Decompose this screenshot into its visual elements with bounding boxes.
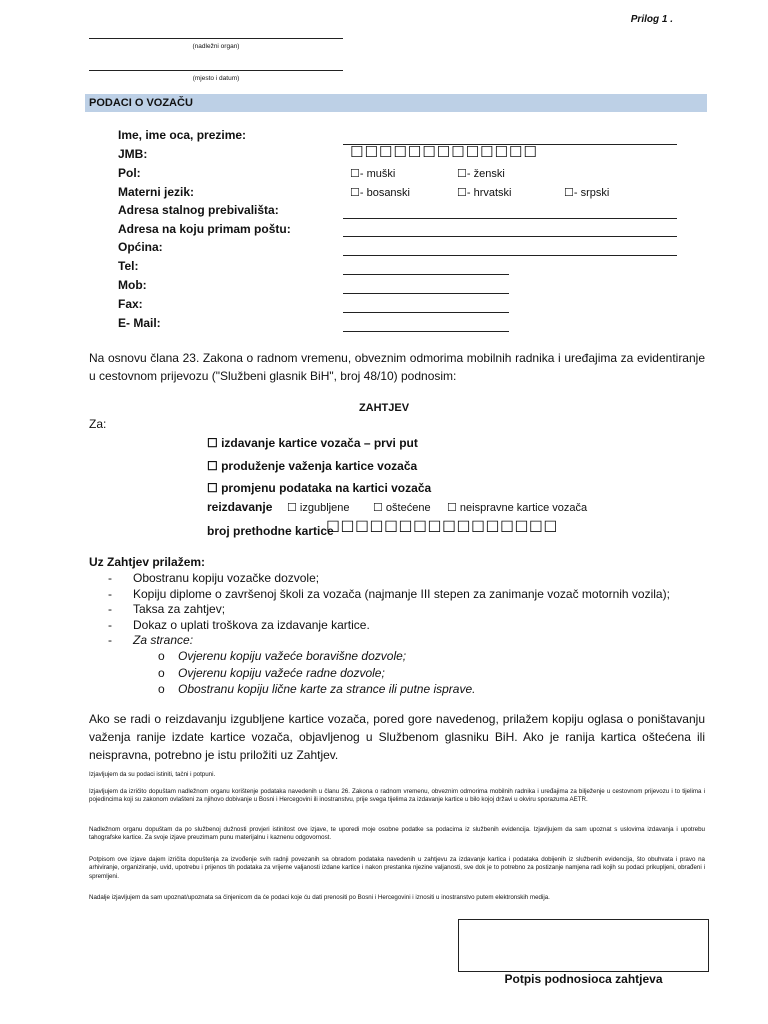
place-date-line[interactable] <box>89 70 343 71</box>
request-data-change[interactable]: ☐ promjenu podataka na kartici vozača <box>207 481 432 495</box>
email-label: E- Mail: <box>118 316 161 330</box>
attachments-title: Uz Zahtjev prilažem: <box>89 555 206 569</box>
opcina-label: Općina: <box>118 240 163 254</box>
jezik-hrvatski-checkbox[interactable]: ☐- hrvatski <box>457 187 512 199</box>
email-line[interactable] <box>343 331 509 332</box>
list-item: o Ovjerenu kopiju važeće boravišne dozvole; <box>158 649 407 663</box>
intro-paragraph: Na osnovu člana 23. Zakona o radnom vremenu, obveznim odmorima mobilnih radnika i uređajima za evidentiranje u cestovnom prijevozu ("Službeni glasnik BiH", broj 48/10) podnosim: <box>89 351 705 383</box>
zahtjev-title: ZAHTJEV <box>358 402 410 414</box>
adresa-line[interactable] <box>343 218 677 219</box>
fine-print-3: Nadležnom organu dopuštam da po službenoj dužnosti provjeri istinitost ove izjave, te uporedi moje osobne podatke sa podacima iz službenih evidencija. Izjavljujem da sam upoznat s uslovima izdavanja i upotrebu tahografske kartice. Za svoje izjave preuzimam punu materijalnu i kaznenu odgovornost. <box>89 826 705 842</box>
jmb-boxes[interactable]: ☐☐☐☐☐☐☐☐☐☐☐☐☐ <box>350 143 538 161</box>
attachments-list <box>108 571 670 649</box>
foreign-list <box>158 648 476 698</box>
organ-label: (nadležni organ) <box>192 43 240 50</box>
section-title: PODACI O VOZAČU <box>85 94 707 112</box>
pol-label: Pol: <box>118 166 141 180</box>
list-item: - Kopiju diplome o završenoj školi za vozača (najmanje III stepen za zanimanje vozač motornih vozila); <box>108 586 670 601</box>
fine-print-4: Potpisom ove izjave dajem izričita dopuštenja za izvođenje svih radnji povezanih sa obradom podataka navedenih u zahtjevu za izdavanje kartica i podataka dobijenih iz službenih evidencija, što obuhvata i pravo na arhiviranje, organiziranje, uvid, upotrebu i prijenos tih podataka za vrijeme valjanosti izdane kartice i nakon prestanka njezine valjanosti, sve dok je to potrebno za postizanje namjena radi kojih su podaci prikupljeni, obrađeni i spremljeni. <box>89 856 705 880</box>
jezik-bosanski-checkbox[interactable]: ☐- bosanski <box>350 187 410 199</box>
fine-print-2: Izjavljujem da izričito dopuštam nadležnom organu korištenje podataka navedenih u članu 26. Zakona o radnom vremenu, obveznim odmorima mobilnih radnika i uređajima za bilježenje u cestovnom prijevozu i to tijelima i pojedincima koji su zakonom ovlašteni za njihovo dobivanje u Bosni i Hercegovini ili inostranstvu, prije svega tijelima za izdavanje kartice u bilo kojoj državi u okviru sporazuma AETR. <box>89 788 705 804</box>
place-date-label: (mjesto i datum) <box>192 75 240 82</box>
organ-line[interactable] <box>89 38 343 39</box>
list-item: o Obostranu kopiju lične karte za strance ili putne isprave. <box>158 682 476 696</box>
list-item: - Taksa za zahtjev; <box>108 602 226 616</box>
request-damaged-checkbox[interactable]: ☐ oštećene <box>373 502 431 514</box>
tel-label: Tel: <box>118 259 139 273</box>
name-label: Ime, ime oca, prezime: <box>118 128 247 142</box>
previous-card-boxes[interactable]: ☐☐☐☐☐☐☐☐☐☐☐☐☐☐☐☐ <box>326 518 558 536</box>
pol-male-checkbox[interactable]: ☐- muški <box>350 168 396 180</box>
fax-label: Fax: <box>118 297 143 311</box>
signature-box[interactable] <box>458 919 709 972</box>
tel-line[interactable] <box>343 274 509 275</box>
list-item: - Obostranu kopiju vozačke dozvole; <box>108 571 320 585</box>
fax-line[interactable] <box>343 312 509 313</box>
list-item: - Dokaz o uplati troškova za izdavanje kartice. <box>108 617 370 632</box>
adresa-posta-label: Adresa na koju primam poštu: <box>118 222 291 236</box>
request-lost-checkbox[interactable]: ☐ izgubljene <box>287 502 350 514</box>
fine-print-1: Izjavljujem da su podaci istiniti, tačni i potpuni. <box>89 771 216 778</box>
za-label: Za: <box>89 417 107 431</box>
adresa-label: Adresa stalnog prebivališta: <box>118 203 279 217</box>
mob-line[interactable] <box>343 293 509 294</box>
reissue-paragraph: Ako se radi o reizdavanju izgubljene kartice vozača, pored gore navedenog, prilažem kopiju oglasa o poništavanju važenja ranije izdate kartice vozača, objavljenog u Službenom glasniku BiH. Ako je ranija kartica oštećena ili neispravna, potrebno je istu priložiti uz Zahtjev. <box>89 712 705 762</box>
fine-print-5: Nadalje izjavljujem da sam upoznat/upoznata sa činjenicom da će podaci koje ću dati prenositi po Bosni i Hercegovini i iznositi u inostranstvo putem elektronskih medija. <box>89 894 550 901</box>
prilog-label: Prilog 1 . <box>630 14 673 25</box>
reizdavanje-label: reizdavanje <box>207 500 273 514</box>
opcina-line[interactable] <box>343 255 677 256</box>
request-first-issue[interactable]: ☐ izdavanje kartice vozača – prvi put <box>207 436 418 450</box>
request-faulty-checkbox[interactable]: ☐ neispravne kartice vozača <box>447 502 588 514</box>
signature-label: Potpis podnosioca zahtjeva <box>504 972 663 986</box>
previous-card-label: broj prethodne kartice <box>207 524 334 538</box>
pol-female-checkbox[interactable]: ☐- ženski <box>457 168 505 180</box>
adresa-posta-line[interactable] <box>343 236 677 237</box>
jezik-srpski-checkbox[interactable]: ☐- srpski <box>564 187 610 199</box>
jezik-label: Materni jezik: <box>118 185 195 199</box>
list-item: o Ovjerenu kopiju važeće radne dozvole; <box>158 665 385 680</box>
jmb-label: JMB: <box>118 147 148 161</box>
list-item: - Za strance: <box>108 633 194 647</box>
request-renewal[interactable]: ☐ produženje važenja kartice vozača <box>207 459 418 473</box>
mob-label: Mob: <box>118 278 147 292</box>
